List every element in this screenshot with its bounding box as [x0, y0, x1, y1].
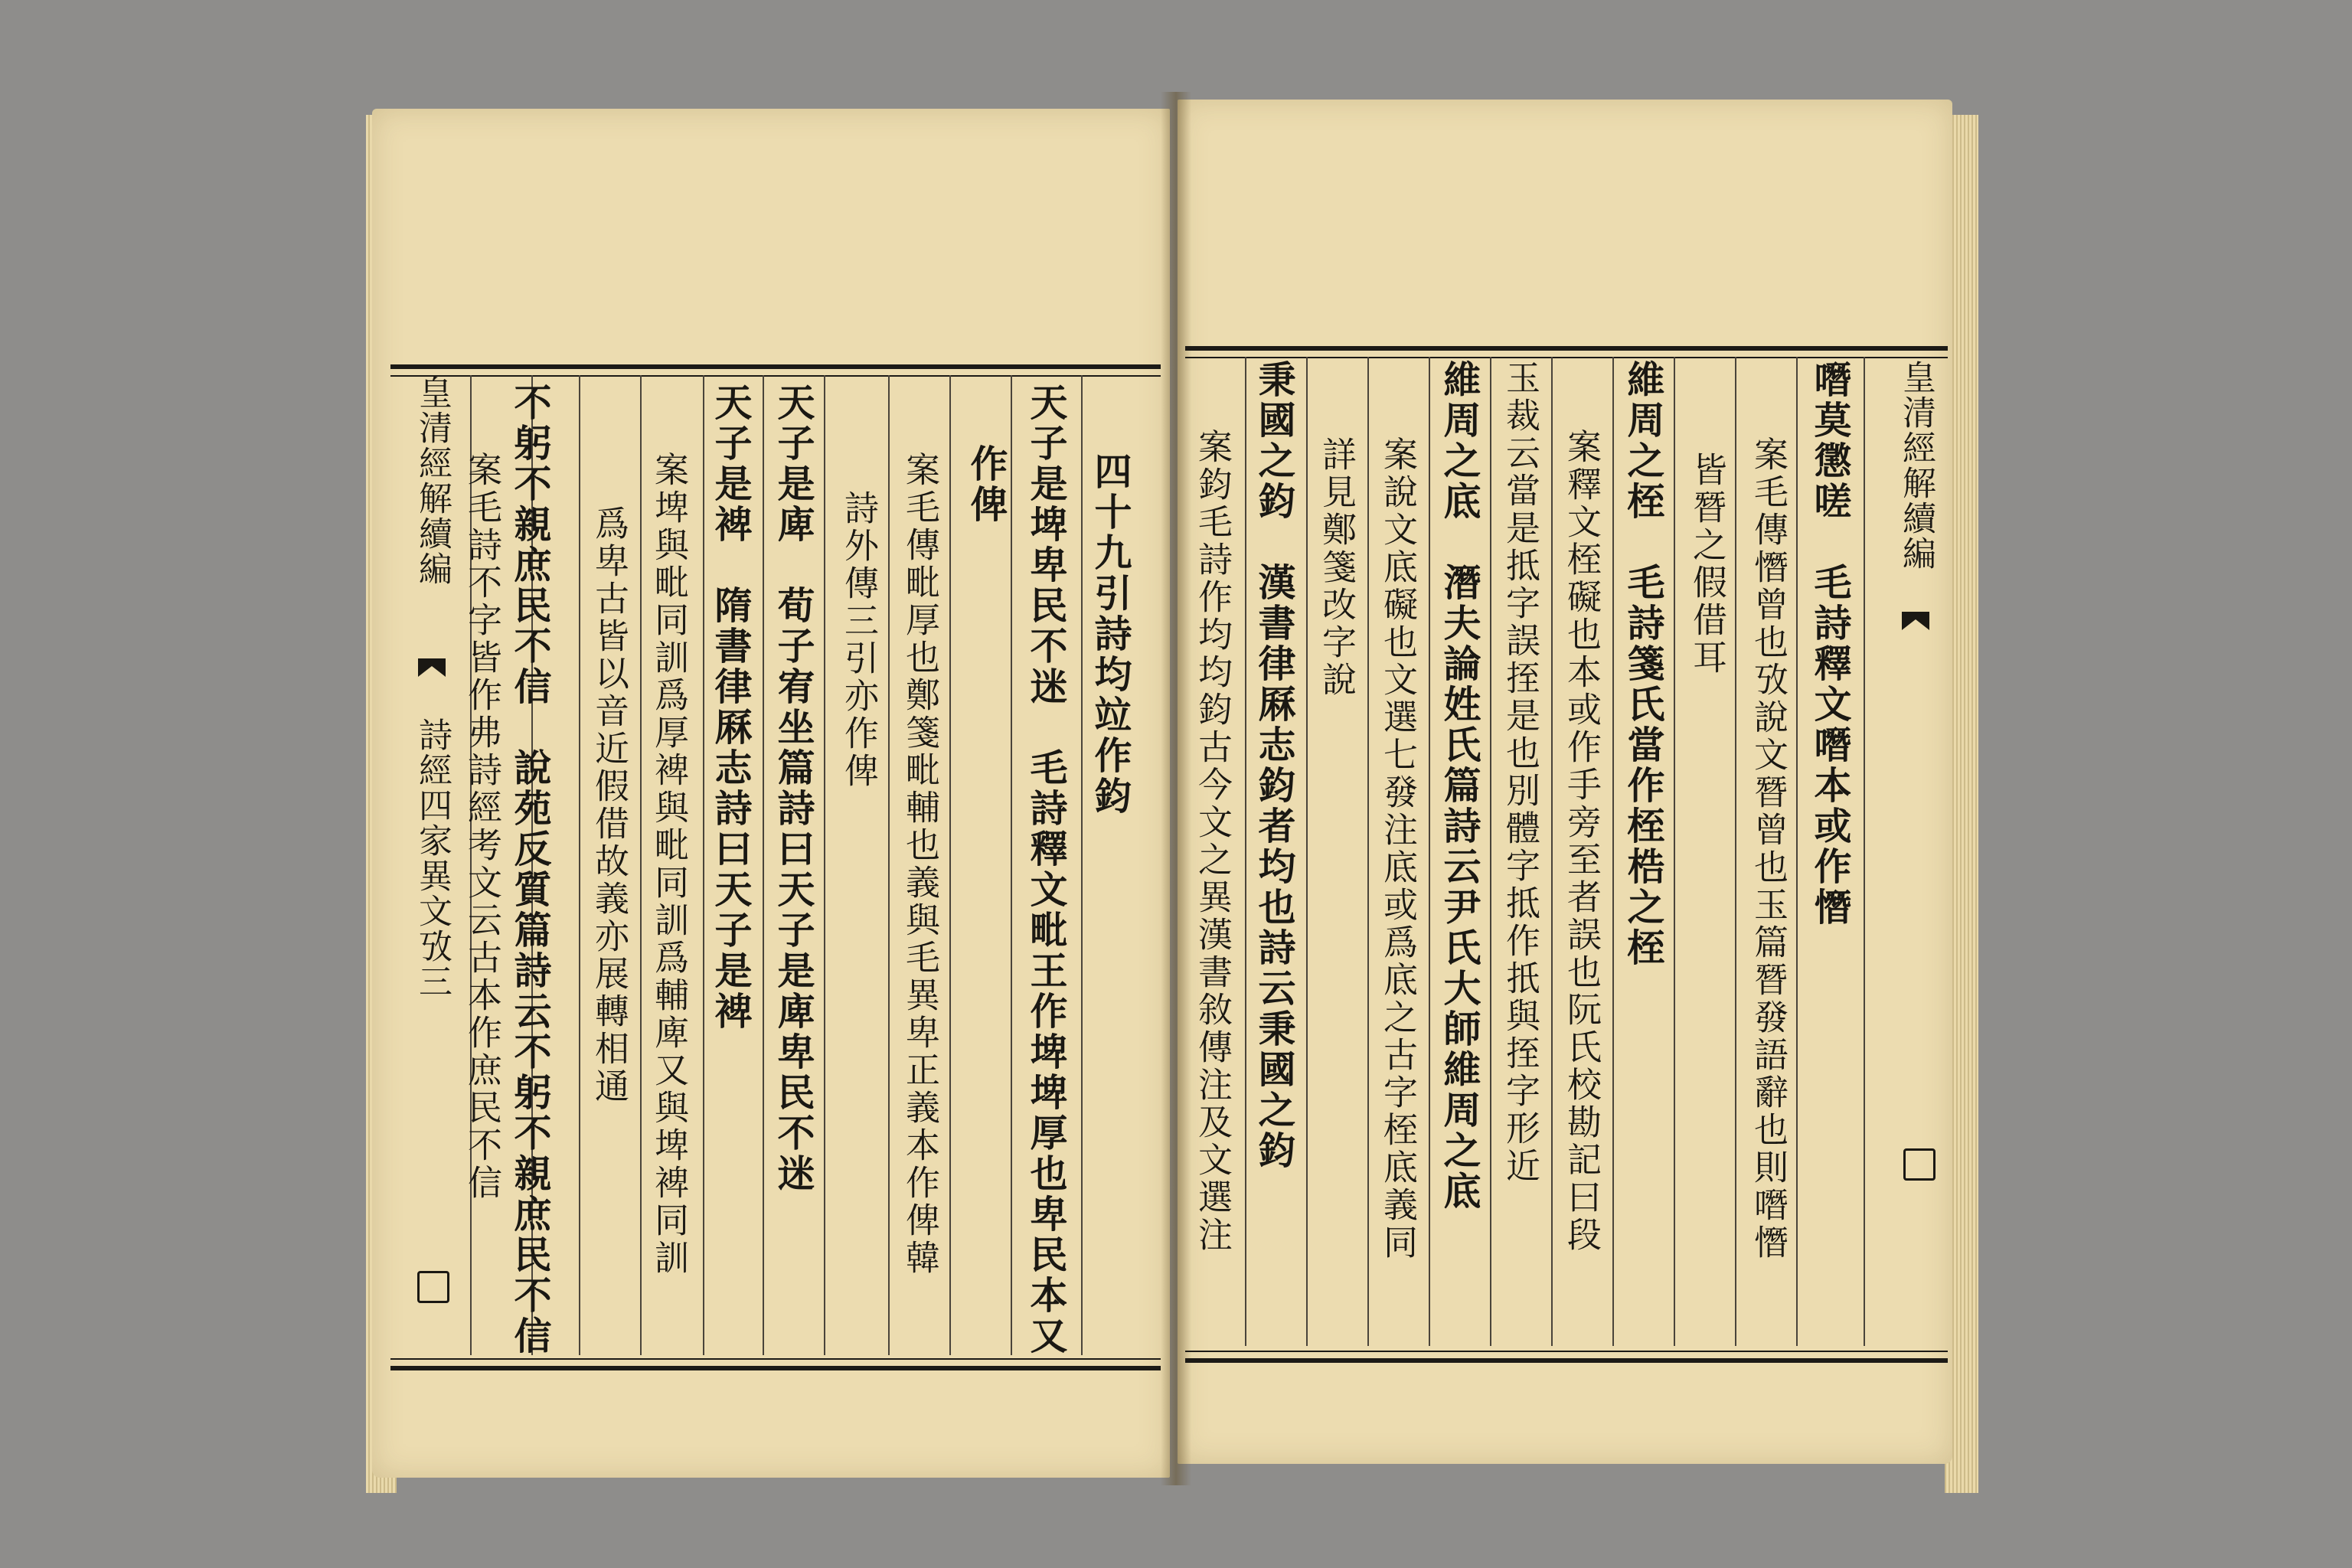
text-column: 天子是埤卑民不迷 毛詩釋文毗王作埤埤厚也卑民本又	[1024, 383, 1069, 1357]
text-column: 爲卑古皆以音近假借故義亦展轉相通	[589, 505, 629, 1106]
section-title: 詩經四家異文攷三	[413, 717, 452, 999]
text-column: 維周之桎 毛詩箋氏當作桎梏之桎	[1622, 360, 1666, 969]
text-column: 案鈞毛詩作均均鈞古今文之異漢書敘傳注及文選注	[1192, 429, 1233, 1254]
text-column: 案毛傳憯曾也攷說文朁曾也玉篇朁發語辭也則噆憯	[1748, 436, 1788, 1262]
text-column: 噆莫懲嗟 毛詩釋文噆本或作憯	[1808, 360, 1853, 928]
text-column: 不躬不親庶民不信 說苑反質篇詩云不躬不親庶民不信	[508, 383, 553, 1357]
right-header-strip	[1897, 360, 1934, 789]
fishtail-mark-icon	[1906, 612, 1934, 630]
text-column: 案說文底礙也文選七發注底或爲底之古字桎底義同	[1377, 436, 1418, 1262]
text-column: 玉裁云當是抵字誤挃是也別體字抵作扺與挃字形近	[1500, 360, 1540, 1185]
text-column: 案釋文桎礙也本或作手旁至者誤也阮氏校勘記曰段	[1561, 429, 1602, 1254]
text-column: 作俾	[965, 444, 1009, 525]
text-column: 秉國之鈞 漢書律厤志鈞者均也詩云秉國之鈞	[1253, 360, 1297, 1171]
text-column: 案埤與毗同訓爲厚裨與毗同訓爲輔庳又與埤裨同訓	[648, 452, 689, 1277]
text-column: 案毛傳毗厚也鄭箋毗輔也義與毛異卑正義本作俾韓	[900, 452, 940, 1277]
book-title: 皇清經解續編	[413, 375, 452, 586]
text-column: 天子是裨 隋書律厤志詩曰天子是裨	[709, 383, 753, 1032]
text-column: 維周之底 潛夫論姓氏篇詩云尹氏大師維周之底	[1438, 360, 1482, 1212]
leaf-number-icon	[1903, 1148, 1936, 1181]
leaf-number-icon	[417, 1271, 449, 1303]
text-column: 皆朁之假借耳	[1687, 452, 1727, 677]
text-column: 案毛詩不字皆作弗詩經考文云古本作庶民不信	[462, 452, 502, 1202]
fishtail-mark-icon	[423, 658, 450, 677]
text-column: 天子是庳 荀子宥坐篇詩曰天子是庳卑民不迷	[772, 383, 816, 1194]
book-title: 皇清經解續編	[1896, 360, 1936, 571]
text-column: 詳見鄭箋改字說	[1316, 436, 1357, 699]
text-column: 詩外傳三引亦作俾	[838, 490, 879, 790]
text-column: 四十九引詩均竝作鈞	[1089, 452, 1133, 817]
left-section-title-strip	[413, 658, 450, 1271]
